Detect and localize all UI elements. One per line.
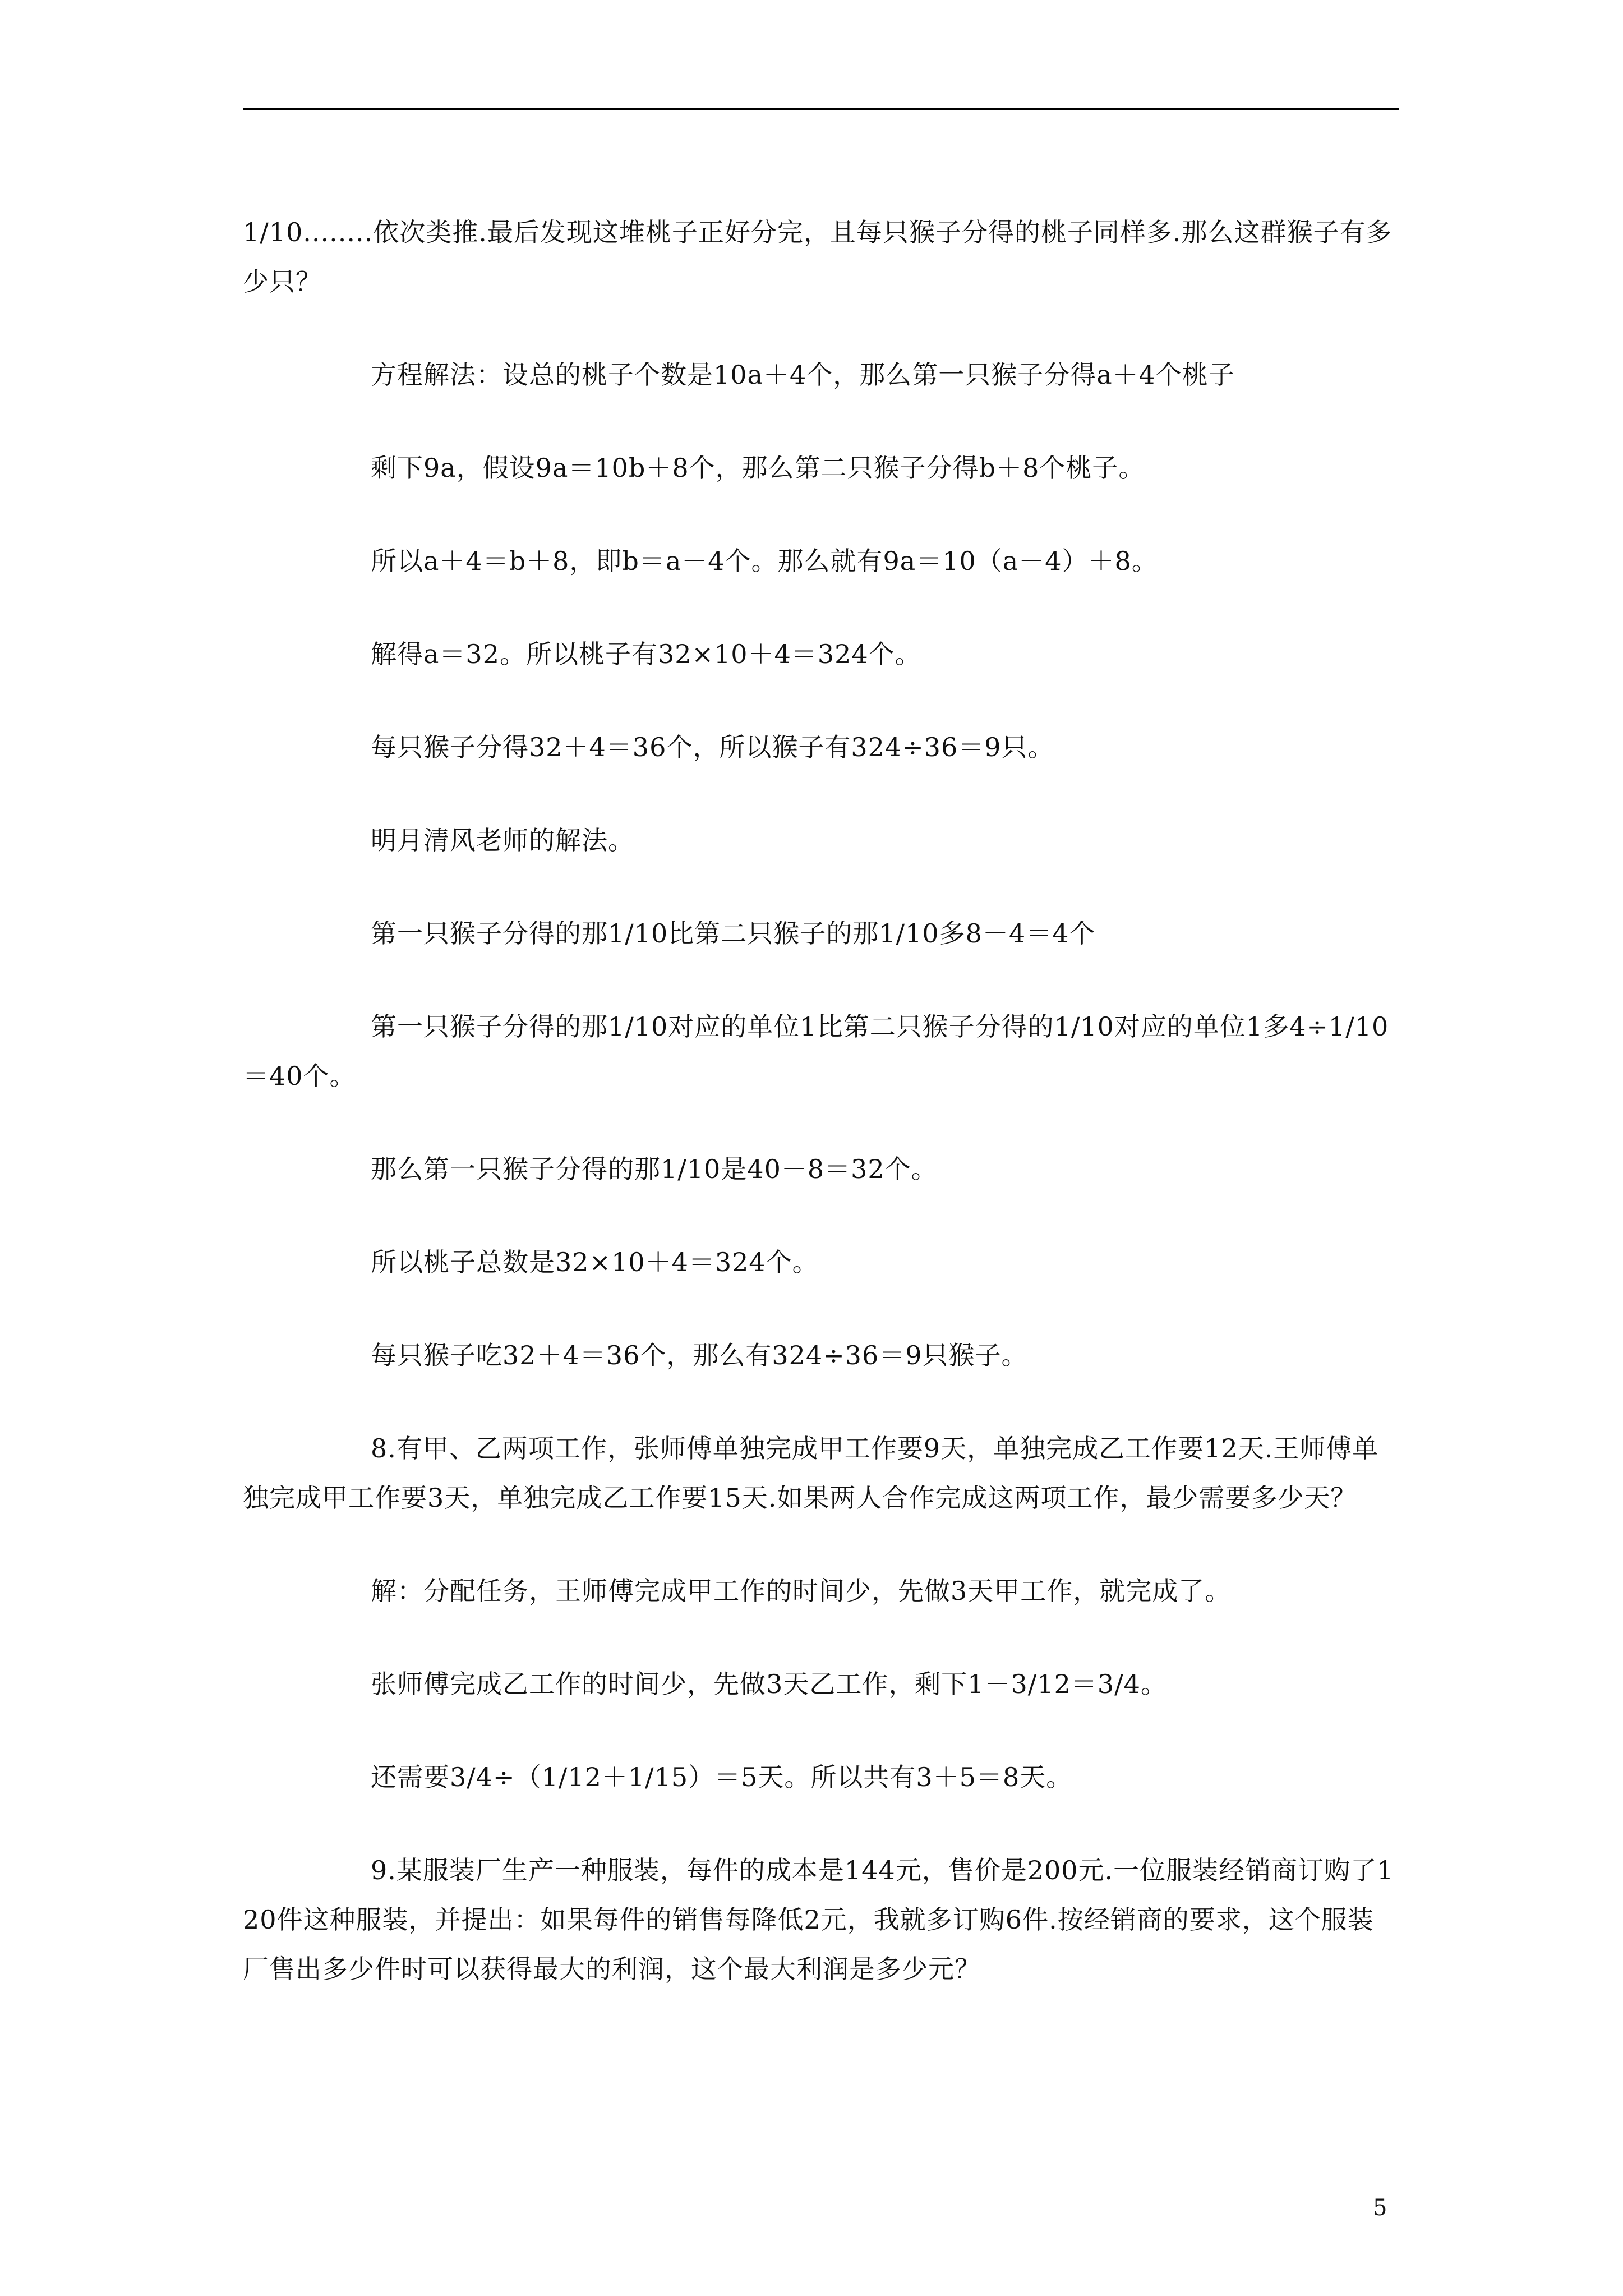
paragraph-remaining: 剩下9a，假设9a＝10b＋8个，那么第二只猴子分得b＋8个桃子。 [371, 453, 1145, 483]
paragraph-total-peaches: 所以桃子总数是32×10＋4＝324个。 [371, 1247, 819, 1277]
paragraph-relation: 所以a＋4＝b＋8，即b＝a－4个。那么就有9a＝10（a－4）＋8。 [371, 546, 1158, 576]
paragraph-difference: 第一只猴子分得的那1/10比第二只猴子的那1/10多8－4＝4个 [371, 918, 1096, 949]
page-number: 5 [1373, 2195, 1387, 2221]
paragraph-solution8-step1: 解：分配任务，王师傅完成甲工作的时间少，先做3天甲工作，就完成了。 [371, 1576, 1232, 1606]
paragraph-monkey-count: 每只猴子分得32＋4＝36个，所以猴子有324÷36＝9只。 [371, 732, 1054, 762]
paragraph-solution8-step3: 还需要3/4÷（1/12＋1/15）＝5天。所以共有3＋5＝8天。 [371, 1762, 1073, 1792]
paragraph-unit-difference: 第一只猴子分得的那1/10对应的单位1比第二只猴子分得的1/10对应的单位1多4÷1/10＝40个。 [243, 1011, 1389, 1091]
paragraph-answer-monkeys: 每只猴子吃32＋4＝36个，那么有324÷36＝9只猴子。 [371, 1340, 1028, 1370]
header-rule [243, 108, 1399, 110]
paragraph-solve-a: 解得a＝32。所以桃子有32×10＋4＝324个。 [371, 639, 921, 669]
paragraph-problem7-continuation: 1/10........依次类推.最后发现这堆桃子正好分完，且每只猴子分得的桃子同样多.那么这群猴子有多少只？ [243, 217, 1393, 297]
paragraph-equation-method: 方程解法：设总的桃子个数是10a＋4个，那么第一只猴子分得a＋4个桃子 [371, 360, 1235, 390]
paragraph-teacher-method: 明月清风老师的解法。 [371, 825, 634, 855]
paragraph-problem8: 8.有甲、乙两项工作，张师傅单独完成甲工作要9天，单独完成乙工作要12天.王师傅单独完成甲工作要3天，单独完成乙工作要15天.如果两人合作完成这两项工作，最少需要多少天？ [243, 1433, 1379, 1513]
paragraph-solution8-step2: 张师傅完成乙工作的时间少，先做3天乙工作，剩下1－3/12＝3/4。 [371, 1669, 1167, 1699]
document-body [243, 208, 1399, 1994]
paragraph-problem9: 9.某服装厂生产一种服装，每件的成本是144元，售价是200元.一位服装经销商订购了120件这种服装，并提出：如果每件的销售每降低2元，我就多订购6件.按经销商的要求，这个服装厂售出多少件时可以获得最大的利润，这个最大利润是多少元？ [243, 1855, 1394, 1984]
paragraph-first-share: 那么第一只猴子分得的那1/10是40－8＝32个。 [371, 1154, 938, 1184]
